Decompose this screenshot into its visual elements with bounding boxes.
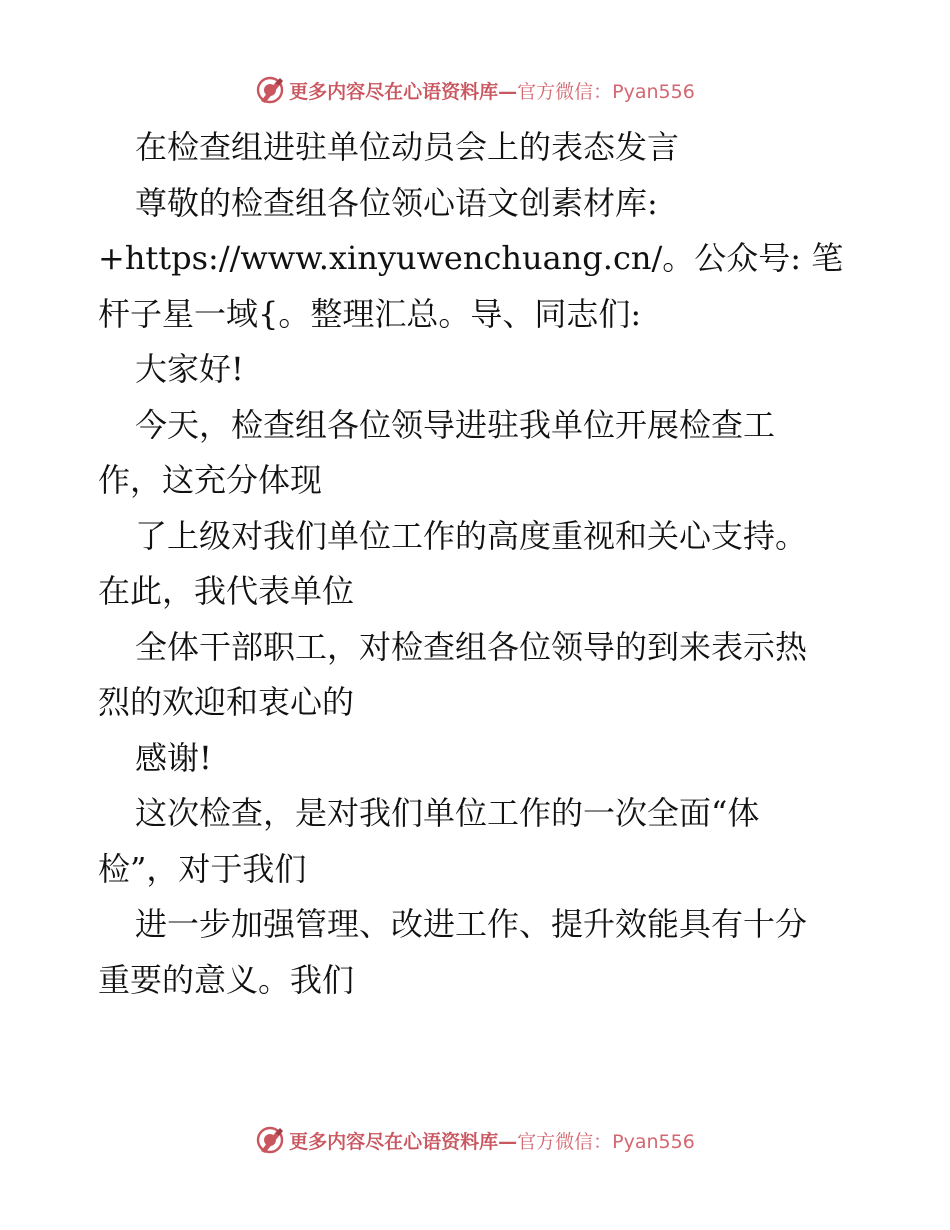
paragraph-line: 尊敬的检查组各位领心语文创素材库: <box>135 183 658 222</box>
paragraph-line: 了上级对我们单位工作的高度重视和关心支持。 <box>135 516 808 555</box>
paragraph-line: 作，这充分体现 <box>98 461 323 499</box>
paragraph-line: 感谢! <box>135 738 212 777</box>
paragraph-line: 大家好! <box>135 350 244 388</box>
document-body <box>98 120 868 1008</box>
footer-watermark <box>0 1120 950 1160</box>
paragraph-line: 今天，检查组各位领导进驻我单位开展检查工 <box>135 405 776 444</box>
paragraph-line: +https://www.xinyuwenchuang.cn/。公众号: 笔 <box>98 239 844 277</box>
paragraph-line: 进一步加强管理、改进工作、提升效能具有十分 <box>135 905 808 943</box>
header-watermark <box>0 70 950 110</box>
paragraph-line: 烈的欢迎和衷心的 <box>98 683 355 721</box>
watermark-text: 更多内容尽在心语资料库— <box>289 1130 518 1153</box>
pen-circle-icon <box>255 75 285 105</box>
paragraph-line: 重要的意义。我们 <box>98 960 355 999</box>
watermark-wechat: 官方微信：Pyan556 <box>517 1130 695 1153</box>
paragraph-line: 检”，对于我们 <box>98 849 307 888</box>
document-title: 在检查组进驻单位动员会上的表态发言 <box>135 128 680 166</box>
paragraph-line: 全体干部职工，对检查组各位领导的到来表示热 <box>135 627 808 666</box>
paragraph-line: 这次检查，是对我们单位工作的一次全面“体 <box>135 794 760 832</box>
watermark-wechat: 官方微信：Pyan556 <box>517 80 695 103</box>
paragraph-line: 在此，我代表单位 <box>98 572 355 610</box>
paragraph-line: 杆子星一域{。整理汇总。导、同志们: <box>98 294 642 333</box>
watermark-text: 更多内容尽在心语资料库— <box>289 80 518 103</box>
pen-circle-icon <box>255 1125 285 1155</box>
